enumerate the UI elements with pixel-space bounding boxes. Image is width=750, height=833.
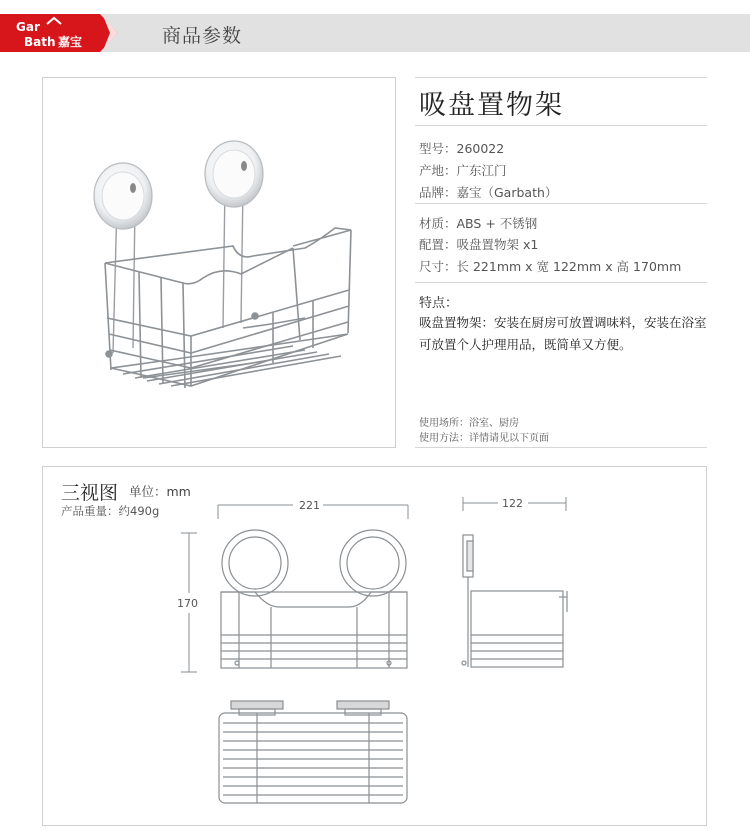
views-title: 三视图 — [61, 482, 119, 504]
header-bar — [0, 14, 750, 52]
logo-text-top: Gar — [16, 20, 40, 34]
dimension-width: 122 — [502, 497, 523, 510]
usage-method: 使用方法：详情请见以下页面 — [419, 433, 549, 444]
spec-brand: 品牌：嘉宝（Garbath） — [419, 185, 558, 200]
front-view — [221, 530, 407, 668]
three-views-panel — [42, 466, 707, 826]
suction-cup-right — [205, 141, 263, 207]
views-unit: 单位：mm — [129, 484, 191, 499]
shelf-illustration — [43, 78, 395, 447]
spec-size: 尺寸：长 221mm x 宽 122mm x 高 170mm — [419, 259, 682, 274]
spec-config: 配置：吸盘置物架 x1 — [419, 237, 539, 252]
feature-title: 特点： — [419, 296, 459, 311]
top-view — [219, 701, 407, 803]
logo-text-cn: 嘉宝 — [58, 35, 83, 49]
feature-text: 吸盘置物架：安装在厨房可放置调味料，安装在浴室可放置个人护理用品，既简单又方便。 — [419, 315, 707, 352]
usage-place: 使用场所：浴室、厨房 — [419, 418, 519, 429]
product-photo — [42, 77, 396, 448]
spec-model: 型号：260022 — [419, 141, 505, 156]
spec-material: 材质：ABS + 不锈钢 — [419, 216, 538, 231]
technical-drawing — [43, 467, 706, 825]
views-weight: 产品重量：约490g — [61, 504, 160, 518]
logo-text-bottom: Bath — [24, 35, 56, 49]
wire-basket — [105, 228, 351, 388]
dimension-height: 170 — [177, 597, 198, 610]
header-title: 商品参数 — [162, 25, 243, 47]
product-name: 吸盘置物架 — [419, 90, 564, 121]
suction-cup-left — [94, 163, 152, 229]
side-view — [462, 535, 567, 667]
spec-origin: 产地：广东江门 — [419, 163, 507, 178]
dimension-length: 221 — [299, 499, 320, 512]
garbath-logo — [0, 14, 120, 52]
